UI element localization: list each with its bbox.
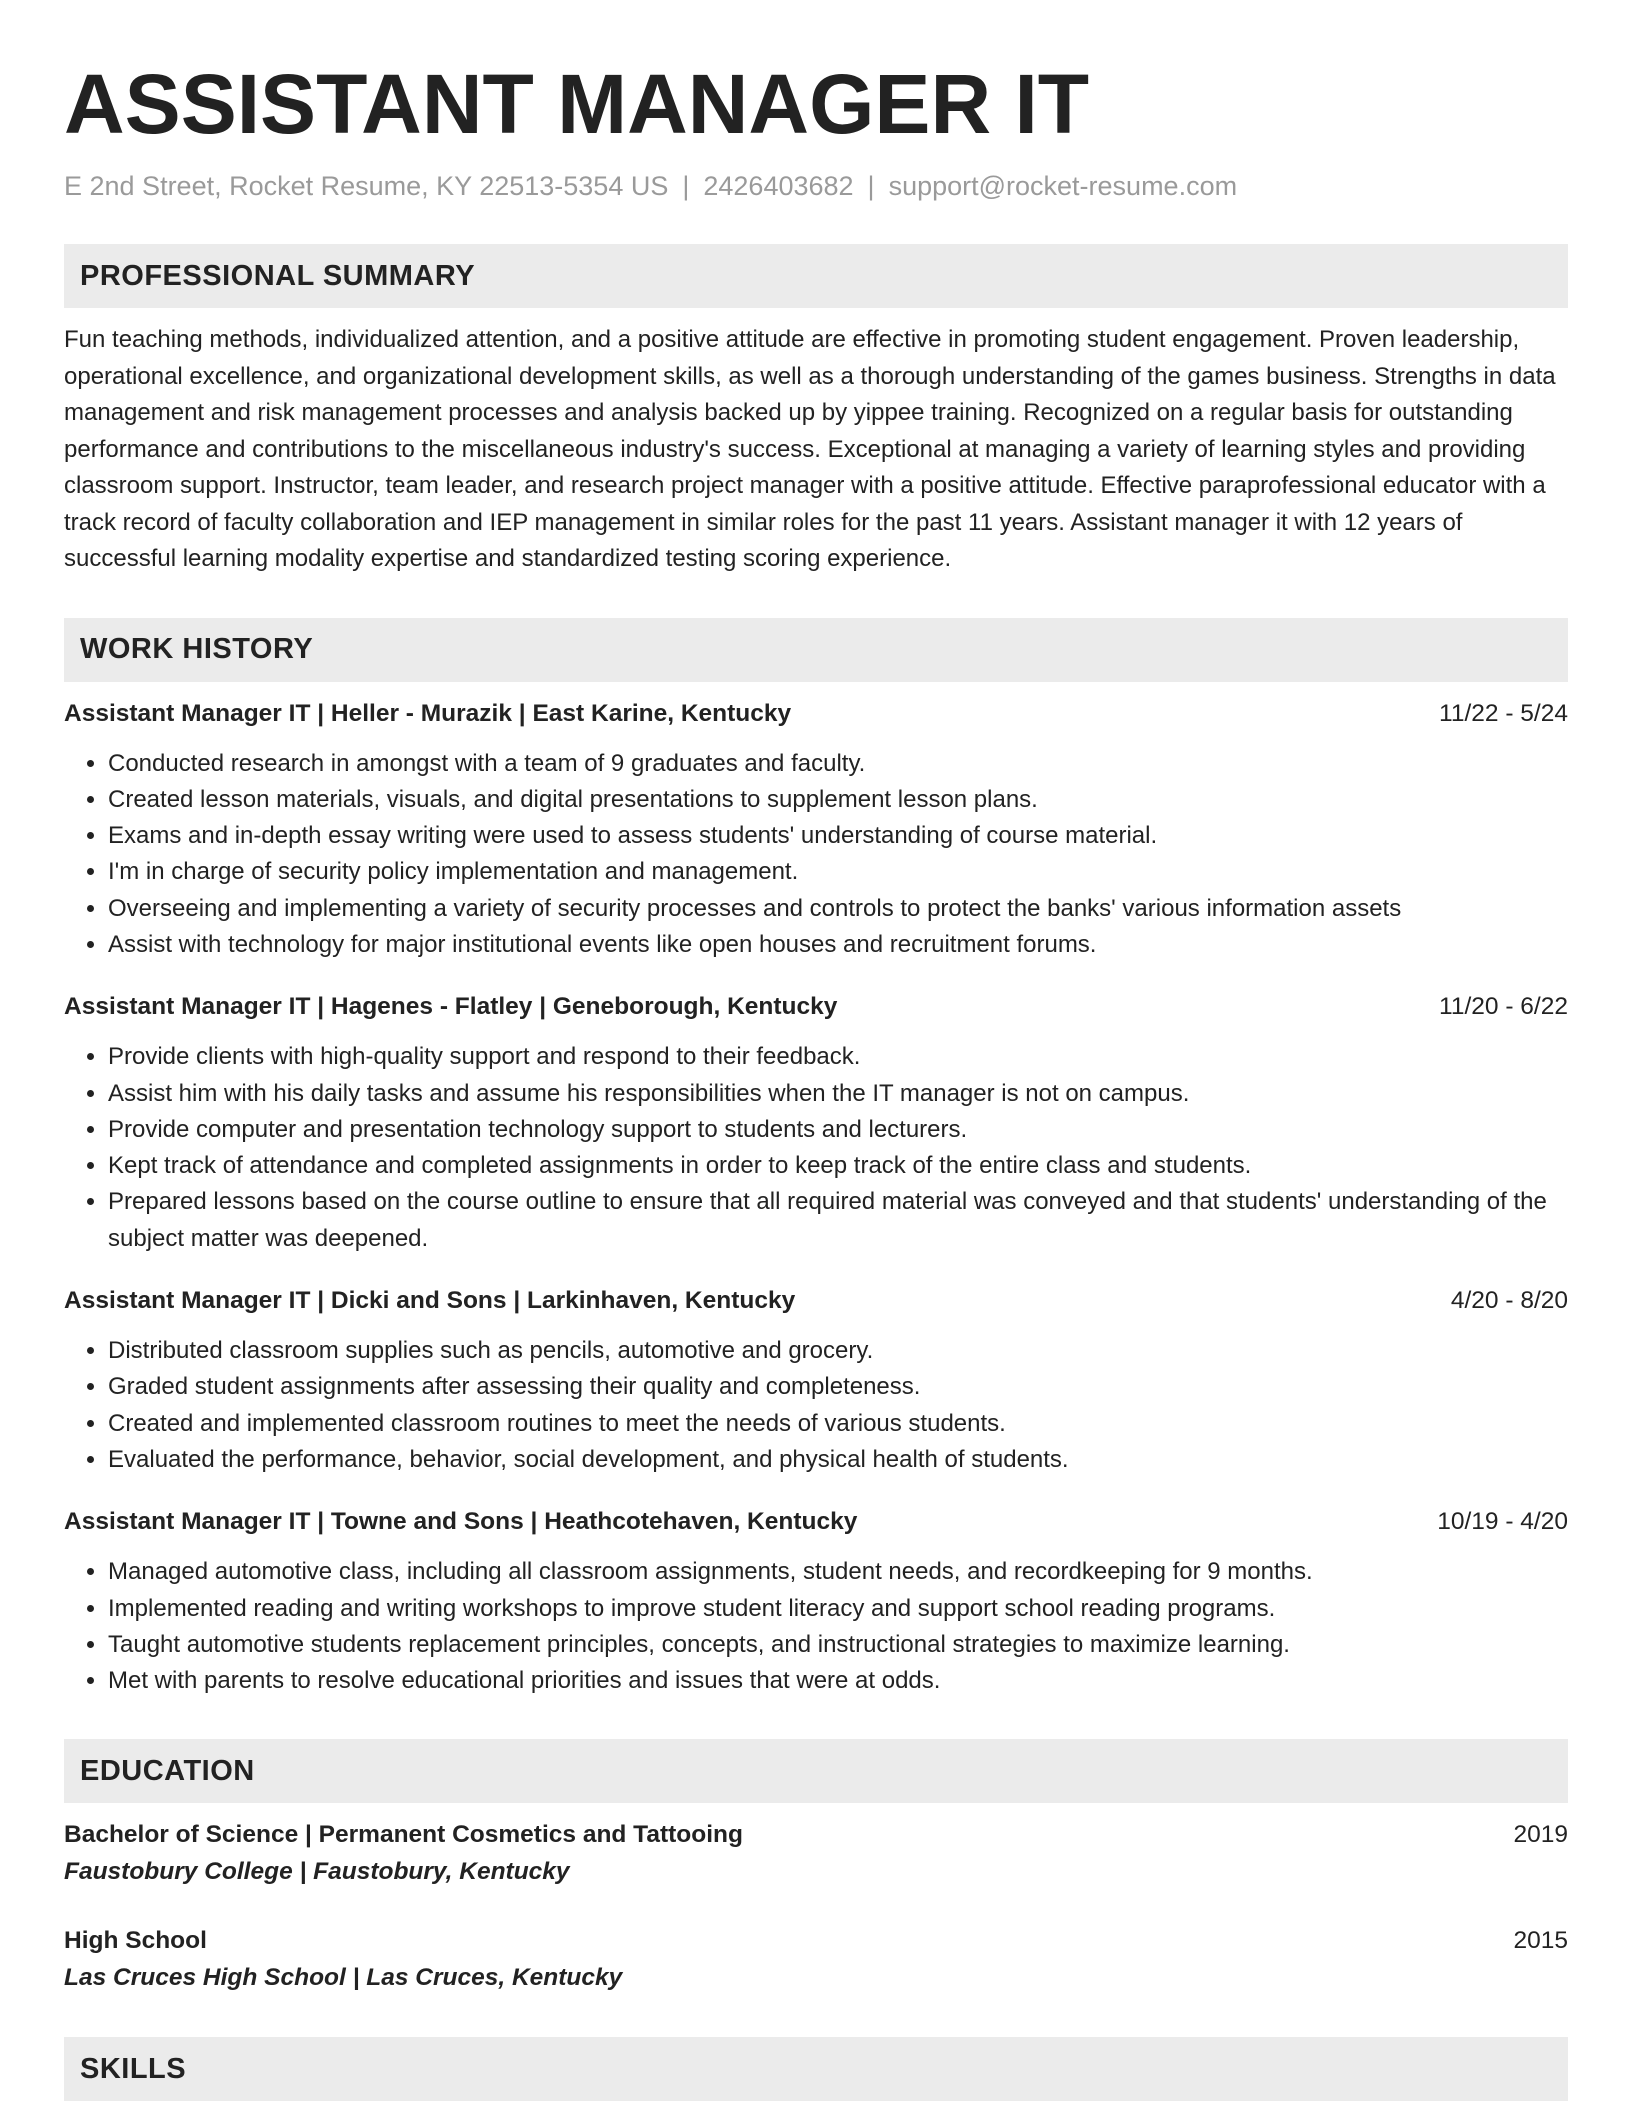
job-entry	[64, 989, 1568, 1257]
job-bullet: • Met with parents to resolve educational priorities and issues that were at odds.	[108, 1663, 1568, 1699]
job-bullet: • Distributed classroom supplies such as pencils, automotive and grocery.	[108, 1333, 1568, 1369]
job-title: Assistant Manager IT | Hagenes - Flatley | Geneborough, Kentucky	[64, 993, 838, 1021]
job-entry	[64, 696, 1568, 964]
job-bullet: • Prepared lessons based on the course outline to ensure that all required material was conveyed and that students' understanding of the subject matter was deepened.	[108, 1184, 1568, 1257]
job-bullets	[64, 1554, 1568, 1699]
job-header	[64, 696, 1568, 732]
job-entry	[64, 1283, 1568, 1478]
job-dates: 10/19 - 4/20	[1437, 1508, 1568, 1536]
job-header	[64, 1504, 1568, 1540]
job-entry	[64, 1504, 1568, 1699]
job-bullet: • Created and implemented classroom routines to meet the needs of various students.	[108, 1406, 1568, 1442]
job-bullet: • Taught automotive students replacement principles, concepts, and instructional strategies to maximize learning.	[108, 1627, 1568, 1663]
job-title: Assistant Manager IT | Dicki and Sons | Larkinhaven, Kentucky	[64, 1287, 796, 1315]
section-header-skills: SKILLS	[64, 2037, 1568, 2101]
job-bullet: • Kept track of attendance and completed assignments in order to keep track of the entire class and students.	[108, 1148, 1568, 1184]
education-degree: High School	[64, 1927, 207, 1955]
contact-phone: 2426403682	[703, 171, 854, 201]
education-year: 2015	[1513, 1927, 1568, 1955]
job-bullet: • Overseeing and implementing a variety of security processes and controls to protect the banks' various information assets	[108, 891, 1568, 927]
resume-name: ASSISTANT MANAGER IT	[64, 57, 1090, 151]
contact-address: E 2nd Street, Rocket Resume, KY 22513-5354 US	[64, 171, 669, 201]
job-bullet: • Conducted research in amongst with a team of 9 graduates and faculty.	[108, 746, 1568, 782]
job-bullet: • Provide clients with high-quality support and respond to their feedback.	[108, 1039, 1568, 1075]
job-header	[64, 1283, 1568, 1319]
job-bullet: • Implemented reading and writing workshops to improve student literacy and support school reading programs.	[108, 1591, 1568, 1627]
education-school: Faustobury College | Faustobury, Kentucky	[64, 1858, 570, 1886]
job-bullets	[64, 1333, 1568, 1478]
job-dates: 4/20 - 8/20	[1450, 1287, 1568, 1315]
job-bullet: • I'm in charge of security policy implementation and management.	[108, 854, 1568, 890]
job-bullet: • Assist with technology for major institutional events like open houses and recruitment forums.	[108, 927, 1568, 963]
education-header	[64, 1817, 1568, 1853]
education-entry	[64, 1817, 1568, 1891]
section-header-education: EDUCATION	[64, 1739, 1568, 1803]
contact-separator: |	[867, 171, 875, 201]
job-title: Assistant Manager IT | Heller - Murazik | East Karine, Kentucky	[64, 699, 792, 727]
job-dates: 11/22 - 5/24	[1439, 699, 1568, 727]
contact-email[interactable]: support@rocket-resume.com	[888, 171, 1238, 201]
job-title: Assistant Manager IT | Towne and Sons | Heathcotehaven, Kentucky	[64, 1508, 858, 1536]
job-bullet: • Evaluated the performance, behavior, social development, and physical health of students.	[108, 1442, 1568, 1478]
job-bullet: • Created lesson materials, visuals, and digital presentations to supplement lesson plans.	[108, 782, 1568, 818]
contact-separator: |	[682, 171, 690, 201]
job-bullet: • Graded student assignments after assessing their quality and completeness.	[108, 1369, 1568, 1405]
contact-line	[64, 168, 1568, 204]
job-bullets	[64, 1039, 1568, 1257]
job-bullet: • Managed automotive class, including all classroom assignments, student needs, and recordkeeping for 9 months.	[108, 1554, 1568, 1590]
summary-text: Fun teaching methods, individualized attention, and a positive attitude are effective in promoting student engagement. Proven leadership, operational excellence, and organizational development skills, as well as a thorough understanding of the games business. Strengths in data management and risk management processes and analysis backed up by yippee training. Recognized on a regular basis for outstanding performance and contributions to the miscellaneous industry's success. Exceptional at managing a variety of learning styles and providing classroom support. Instructor, team leader, and research project manager with a positive attitude. Effective paraprofessional educator with a track record of faculty collaboration and IEP management in similar roles for the past 11 years. Assistant manager it with 12 years of successful learning modality expertise and standardized testing scoring experience.	[64, 326, 1556, 572]
job-bullets	[64, 746, 1568, 964]
education-entry	[64, 1923, 1568, 1997]
section-header-summary: PROFESSIONAL SUMMARY	[64, 244, 1568, 308]
job-bullet: • Exams and in-depth essay writing were used to assess students' understanding of course material.	[108, 818, 1568, 854]
section-header-work-history: WORK HISTORY	[64, 618, 1568, 682]
job-bullet: • Provide computer and presentation technology support to students and lecturers.	[108, 1112, 1568, 1148]
job-bullet: • Assist him with his daily tasks and assume his responsibilities when the IT manager is not on campus.	[108, 1076, 1568, 1112]
education-header	[64, 1923, 1568, 1959]
job-header	[64, 989, 1568, 1025]
education-school: Las Cruces High School | Las Cruces, Kentucky	[64, 1964, 623, 1992]
education-degree: Bachelor of Science | Permanent Cosmetics and Tattooing	[64, 1821, 743, 1849]
job-dates: 11/20 - 6/22	[1439, 993, 1568, 1021]
education-year: 2019	[1513, 1821, 1568, 1849]
